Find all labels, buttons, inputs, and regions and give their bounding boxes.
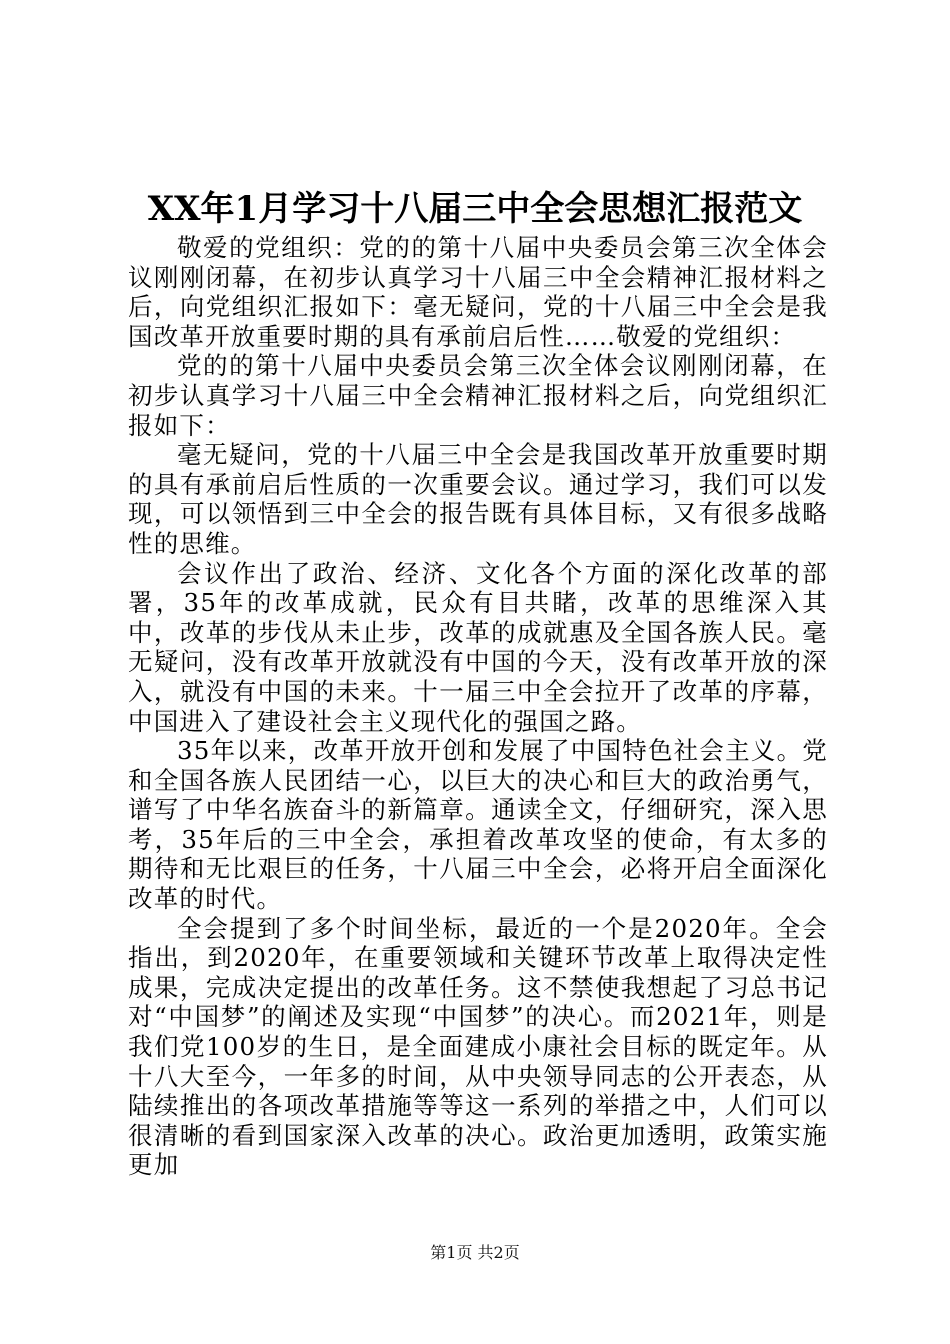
paragraph-4: 会议作出了政治、经济、文化各个方面的深化改革的部署，35年的改革成就，民众有目共睹，改革的思维深入其中，改革的步伐从未止步，改革的成就惠及全国各族人民。毫无疑问，没有改革开放就没有中国的今天，没有改革开放的深入，就没有中国的未来。十一届三中全会拉开了改革的序幕，中国进入了建设社会主义现代化的强国之路。 [128, 558, 828, 736]
document-body [128, 233, 828, 1180]
paragraph-1: 敬爱的党组织：党的的第十八届中央委员会第三次全体会议刚刚闭幕，在初步认真学习十八届三中全会精神汇报材料之后，向党组织汇报如下：毫无疑问，党的十八届三中全会是我国改革开放重要时期的具有承前启后性……敬爱的党组织： [128, 233, 828, 351]
paragraph-2: 党的的第十八届中央委员会第三次全体会议刚刚闭幕，在初步认真学习十八届三中全会精神汇报材料之后，向党组织汇报如下： [128, 351, 828, 440]
document-title: XX年1月学习十八届三中全会思想汇报范文 [147, 189, 803, 229]
page-number-footer: 第1页 共2页 [430, 1243, 520, 1262]
paragraph-6: 全会提到了多个时间坐标，最近的一个是2020年。全会指出，到2020年，在重要领域和关键环节改革上取得决定性成果，完成决定提出的改革任务。这不禁使我想起了习总书记对“中国梦”的阐述及实现“中国梦”的决心。而2021年，则是我们党100岁的生日，是全面建成小康社会目标的既定年。从十八大至今，一年多的时间，从中央领导同志的公开表态，从陆续推出的各项改革措施等等这一系列的举措之中，人们可以很清晰的看到国家深入改革的决心。政治更加透明，政策实施更加 [128, 913, 828, 1180]
paragraph-3: 毫无疑问，党的十八届三中全会是我国改革开放重要时期的具有承前启后性质的一次重要会议。通过学习，我们可以发现，可以领悟到三中全会的报告既有具体目标，又有很多战略性的思维。 [128, 440, 828, 558]
paragraph-5: 35年以来，改革开放开创和发展了中国特色社会主义。党和全国各族人民团结一心，以巨大的决心和巨大的政治勇气，谱写了中华名族奋斗的新篇章。通读全文，仔细研究，深入思考，35年后的三中全会，承担着改革攻坚的使命，有太多的期待和无比艰巨的任务，十八届三中全会，必将开启全面深化改革的时代。 [128, 736, 828, 914]
